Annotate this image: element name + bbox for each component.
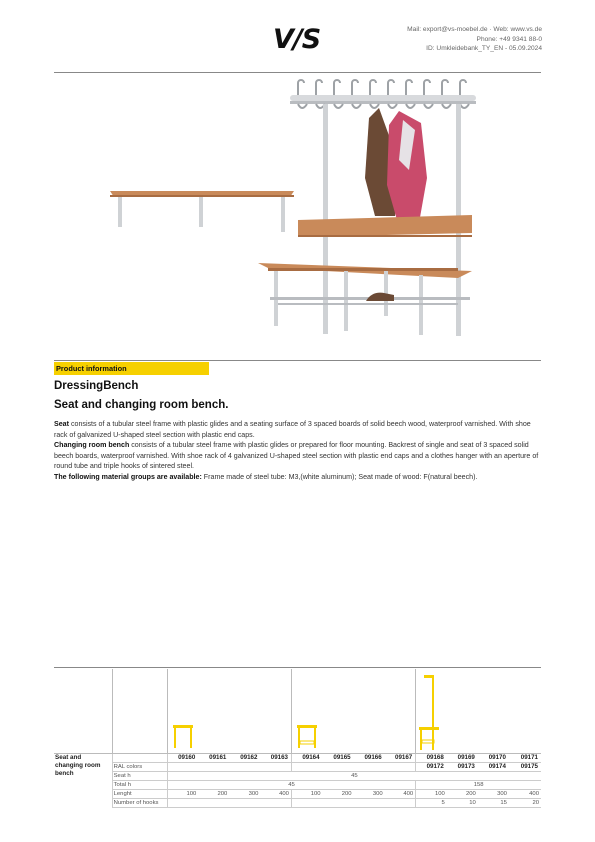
product-title: DressingBench [54, 380, 139, 392]
total-height-row [54, 781, 541, 790]
spec-table [54, 754, 541, 808]
product-description [54, 419, 542, 483]
materials-label: The following material groups are available: [54, 472, 202, 481]
article-code: 09170 [478, 754, 509, 763]
brand-logo: V/S [273, 24, 321, 55]
seat-label: Seat [54, 420, 69, 428]
seat-height-value: 45 [167, 772, 541, 781]
bench-text: consists of a tubular steel frame with plastic glides or prepared for floor mounting. Backrest of single and seat of 3 spaced solid beech boards, waterproof varnished. With shoe rack of 4 galvanized U-shaped steel section with plastic end caps and a clothes hanger with an aperture of round tube and triple hooks of sintered steel. [54, 441, 539, 471]
ral-row [54, 763, 541, 772]
length-row [54, 790, 541, 799]
article-code: 09173 [447, 763, 478, 772]
length-value: 200 [198, 790, 229, 799]
length-value: 200 [323, 790, 354, 799]
article-code: 09164 [291, 754, 322, 763]
seat-bench-illustration [110, 191, 294, 232]
total-height-value: 158 [416, 781, 541, 790]
length-value: 100 [167, 790, 198, 799]
length-value: 300 [229, 790, 260, 799]
image-divider [54, 360, 541, 361]
article-code: 09175 [509, 763, 541, 772]
seat-text: consists of a tubular steel frame with plastic glides and a seating surface of 3 spaced boards of solid beech wood, waterproof varnished. With shoe rack of galvanized U-shaped steel section with plastic end caps. [54, 420, 531, 439]
article-code: 09166 [354, 754, 385, 763]
row-label-ral: RAL colors [112, 763, 167, 772]
bench-label: Changing room bench [54, 441, 130, 450]
product-image [54, 75, 541, 360]
article-code: 09169 [447, 754, 478, 763]
hooks-row [54, 799, 541, 808]
hooks-value: 20 [509, 799, 541, 808]
thumbnail-row [54, 669, 541, 754]
length-value: 100 [291, 790, 322, 799]
article-code: 09165 [323, 754, 354, 763]
length-value: 400 [509, 790, 541, 799]
article-code: 09161 [198, 754, 229, 763]
materials-text: Frame made of steel tube: M3,(white aluminum); Seat made of wood: F(natural beech). [201, 472, 478, 481]
length-value: 200 [447, 790, 478, 799]
length-value: 400 [260, 790, 291, 799]
bench-paragraph [54, 440, 542, 472]
article-code: 09162 [229, 754, 260, 763]
article-code: 09163 [260, 754, 291, 763]
length-value: 100 [416, 790, 447, 799]
length-value: 300 [354, 790, 385, 799]
table-divider [54, 667, 541, 668]
hooks-value: 5 [416, 799, 447, 808]
length-value: 300 [478, 790, 509, 799]
section-label: Product information [54, 362, 209, 375]
product-subtitle: Seat and changing room bench. [54, 399, 229, 411]
total-height-value: 45 [167, 781, 416, 790]
contact-block [407, 25, 542, 54]
article-code: 09160 [167, 754, 198, 763]
document-id: ID: Umkleidebank_TY_EN - 05.09.2024 [426, 45, 542, 53]
changing-room-bench-illustration [258, 80, 476, 336]
article-code: 09171 [509, 754, 541, 763]
bench-shoerack-thumbnail [296, 721, 318, 749]
row-label-hooks: Number of hooks [112, 799, 167, 808]
row-label-total-h: Total h [112, 781, 167, 790]
length-value: 400 [385, 790, 416, 799]
hooks-value: 15 [478, 799, 509, 808]
hooks-value: 10 [447, 799, 478, 808]
article-code: 09174 [478, 763, 509, 772]
seat-height-row [54, 772, 541, 781]
article-code: 09167 [385, 754, 416, 763]
spec-table-block [54, 669, 541, 808]
seat-bench-thumbnail [172, 721, 194, 749]
group-label: Seat and changing room bench [55, 754, 101, 777]
contact-phone: Phone: +49 9341 88-0 [476, 35, 542, 43]
materials-paragraph [54, 472, 542, 483]
row-label-length: Lenght [112, 790, 167, 799]
changing-bench-thumbnail [418, 675, 440, 751]
seat-paragraph [54, 419, 542, 440]
code-row [54, 754, 541, 763]
row-label-seat-h: Seat h [112, 772, 167, 781]
top-divider [54, 72, 541, 73]
contact-mail-web: Mail: export@vs-moebel.de · Web: www.vs.de [407, 26, 542, 33]
article-code: 09172 [416, 763, 447, 772]
article-code: 09168 [416, 754, 447, 763]
